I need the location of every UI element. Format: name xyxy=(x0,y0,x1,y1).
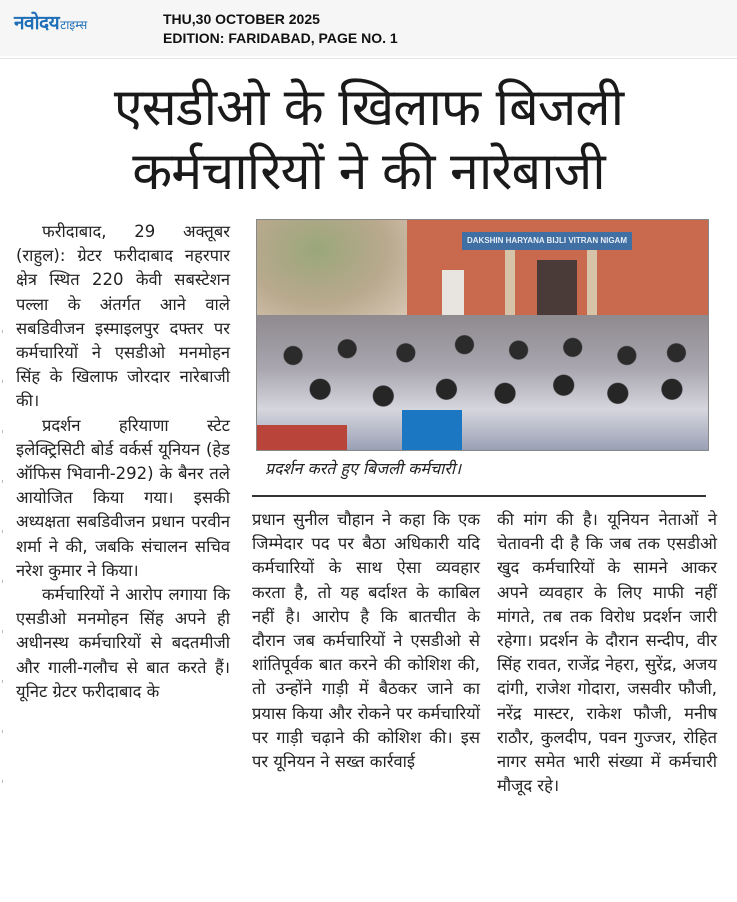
photo-caption: प्रदर्शन करते हुए बिजली कर्मचारी। xyxy=(265,459,462,478)
caption-divider xyxy=(252,495,706,497)
paragraph: की मांग की है। यूनियन नेताओं ने चेतावनी दी है कि जब तक एसडीओ खुद कर्मचारियों के सामने आकर अपने व्यवहार के लिए माफी नहीं मांगते, तब तक विरोध प्रदर्शन जारी रहेगा। प्रदर्शन के दौरान सन्दीप, वीर सिंह रावत, राजेंद्र नेहरा, सुरेंद्र, अजय दांगी, राजेश गोदारा, जसवीर फौजी, नरेंद्र मास्टर, राकेश फौजी, मनीष राठौर, कुलदीप, पवन गुज्जर, रोहित नागर समेत भारी संख्या में कर्मचारी मौजूद रहे। xyxy=(497,510,717,796)
edge-mark xyxy=(2,480,3,483)
paragraph-dateline: फरीदाबाद, 29 अक्तूबर (राहुल): ग्रेटर फरीदाबाद नहरपार क्षेत्र स्थित 220 केवी सबस्टेशन पल्ला के अंतर्गत आने वाले सबडिवीजन इस्माइलपुर दफ्तर पर कर्मचारियों ने एसडीओ मनमोहन सिंह के खिलाफ जोरदार नारेबाजी की। xyxy=(16,222,230,411)
paragraph: प्रदर्शन हरियाणा स्टेट इलेक्ट्रिसिटी बोर्ड वर्कर्स यूनियन (हेड ऑफिस भिवानी-292) के बैनर तले आयोजित किया गया। इसकी अध्यक्षता सबडिवीजन प्रधान परवीन शर्मा ने की, जबकि संचालन सचिव नरेश कुमार ने किया। xyxy=(16,415,230,580)
article-column-1 xyxy=(16,220,230,704)
masthead-divider xyxy=(0,58,737,59)
photo-tree xyxy=(257,220,407,320)
article-column-3 xyxy=(497,508,717,798)
logo-sub-text: टाइम्स xyxy=(60,18,88,32)
edition-meta xyxy=(163,10,398,48)
article-photo xyxy=(256,219,709,451)
edition-info: EDITION: FARIDABAD, PAGE NO. 1 xyxy=(163,30,398,46)
edge-mark xyxy=(2,380,3,383)
edge-mark xyxy=(2,580,3,583)
newspaper-logo xyxy=(14,9,87,35)
edge-mark xyxy=(2,530,3,533)
paragraph: प्रधान सुनील चौहान ने कहा कि एक जिम्मेदार पद पर बैठा अधिकारी यदि कर्मचारियों के साथ ऐसा व्यवहार करता है, तो यह बर्दाश्त के काबिल नहीं है। आरोप है कि बातचीत के दौरान जब कर्मचारियों ने एसडीओ से शांतिपूर्वक बात करने की कोशिश की, तो उन्होंने गाड़ी में बैठकर जाने का प्रयास किया और रोकने पर कर्मचारियों पर गाड़ी चढ़ाने की कोशिश की। इस पर यूनियन ने सख्त कार्रवाई xyxy=(252,510,480,772)
photo-signboard: DAKSHIN HARYANA BIJLI VITRAN NIGAM xyxy=(462,232,632,250)
article-column-2 xyxy=(252,508,480,774)
edge-mark xyxy=(2,680,3,683)
edge-mark xyxy=(2,430,3,433)
logo-main-text: नवोदय xyxy=(14,12,60,34)
masthead-bar xyxy=(0,0,737,56)
edge-mark xyxy=(2,330,3,333)
headline-line-1: एसडीओ के खिलाफ बिजली xyxy=(113,78,624,138)
photo-blue-shirt xyxy=(402,410,462,450)
paragraph: कर्मचारियों ने आरोप लगाया कि एसडीओ मनमोहन सिंह अपने ही अधीनस्थ कर्मचारियों से बदतमीजी और गाली-गलौच से बात करते हैं। यूनिट ग्रेटर फरीदाबाद के xyxy=(16,585,230,701)
publication-date: THU,30 OCTOBER 2025 xyxy=(163,11,320,27)
edge-mark xyxy=(2,630,3,633)
photo-red-mat xyxy=(257,425,347,450)
headline-line-2: कर्मचारियों ने की नारेबाजी xyxy=(132,142,605,202)
edge-mark xyxy=(2,780,3,783)
article-headline xyxy=(0,76,737,204)
edge-mark xyxy=(2,730,3,733)
